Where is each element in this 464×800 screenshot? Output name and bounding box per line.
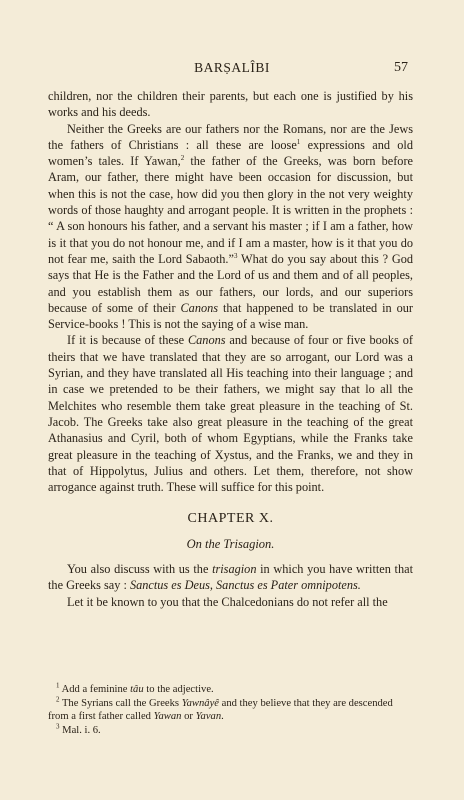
paragraph-1: children, nor the children their parents, but each one is justified by his works and his deeds.	[48, 89, 413, 120]
chapter-subtitle: On the Trisagion.	[186, 536, 275, 551]
paragraph-4	[48, 561, 413, 594]
footnote-1-taw: tâu	[130, 684, 144, 695]
paragraph-2-text-d: What do you say about this ? God says that He is the Father and the Lord of us and them and of all peoples, and you establish them as our fathers, our lords, and our superiors because of some of their	[48, 251, 413, 315]
canons-term-2: Canons	[187, 333, 226, 348]
footnote-2-text-b: and they believe that they are descended from a first father called	[48, 697, 393, 722]
footnote-mark-1: 1	[56, 681, 60, 690]
running-head-title: BARṢALÎBI	[194, 60, 270, 75]
paragraph-2-text-a: Neither the Greeks are our fathers nor the Romans, nor are the Jews the fathers of Christians : all these are loose	[48, 121, 413, 152]
paragraph-3-text-b: and because of four or five books of theirs that we have translated that they are so arrogant, our Lord was a Syrian, and they have translated all His teaching into their language ; and in case we pretended to be their fathers, we might say that lo all the Melchites who resemble them take great pleasure in the teaching of St. Jacob. The Greeks take also great pleasure in the teaching of the great Athanasius and Cyril, both of whom Egyptians, while the Franks take great pleasure in the teaching of Xystus, and the Franks, we and they in that of Hippolytus, Julius and others. Let them, therefore, not show arrogance against truth. These will suffice for this point.	[48, 333, 413, 495]
footnote-3-text: Mal. i. 6.	[59, 724, 101, 736]
footnote-mark-3: 3	[56, 721, 60, 730]
paragraph-2-text-e: that happened to be translated in our Service-books ! This is not the saying of a wise man.	[48, 300, 413, 332]
footnote-2-yawan: Yawan	[153, 711, 182, 722]
footnote-2	[48, 694, 413, 724]
footnote-1	[48, 683, 413, 697]
paragraph-4-text-a: You also discuss with us the	[67, 562, 213, 577]
footnote-mark-2: 2	[56, 694, 60, 703]
footnote-3	[48, 721, 413, 738]
paragraph-2-text-b: expressions and old women’s tales. If Yawan,	[48, 137, 413, 169]
running-head	[0, 60, 464, 80]
footnote-ref-2: 2	[180, 154, 185, 163]
footnote-2-text-a: The Syrians call the Greeks	[59, 697, 182, 709]
trisagion-term: trisagion	[212, 562, 257, 577]
chapter-heading: CHAPTER X.	[187, 511, 274, 527]
paragraph-3	[48, 332, 413, 495]
body-text	[48, 88, 413, 610]
paragraph-2	[48, 121, 413, 333]
paragraph-5: Let it be known to you that the Chalcedonians do not refer all the	[67, 594, 388, 609]
canons-term: Canons	[180, 300, 219, 315]
footnotes	[48, 683, 413, 737]
footnote-2-text-d: .	[221, 711, 224, 722]
footnote-2-text-c: or	[181, 711, 196, 722]
paragraph-2-text-c: the father of the Greeks, was born before Aram, our father, there might have been occasion for discussion, but when this is not the case, how did you then glory in the not very weighty words of those haughty and arrogant people. It is written in the prophets : “ A son honours his father, and a servant his master ; if I am a father, how is it that you do not honour me, and if I am a master, how is it that you do not fear me, saith the Lord Sabaoth.”	[48, 154, 413, 266]
latin-quotation: Sanctus es Deus, Sanctus es Pater omnipotens.	[129, 578, 361, 593]
paragraph-4-text-b: in which you have written that the Greeks say :	[48, 562, 413, 593]
paragraph-3-text-a: If it is because of these	[67, 333, 188, 348]
footnote-2-yawnaye: Yawnâyê	[181, 697, 219, 709]
footnote-ref-1: 1	[296, 137, 301, 146]
page-number: 57	[394, 60, 408, 75]
footnote-2-yavan: Yavan	[195, 711, 222, 722]
footnote-ref-3: 3	[233, 251, 238, 260]
footnote-1-text-b: to the adjective.	[143, 684, 214, 695]
footnote-1-text-a: Add a feminine	[59, 684, 131, 695]
